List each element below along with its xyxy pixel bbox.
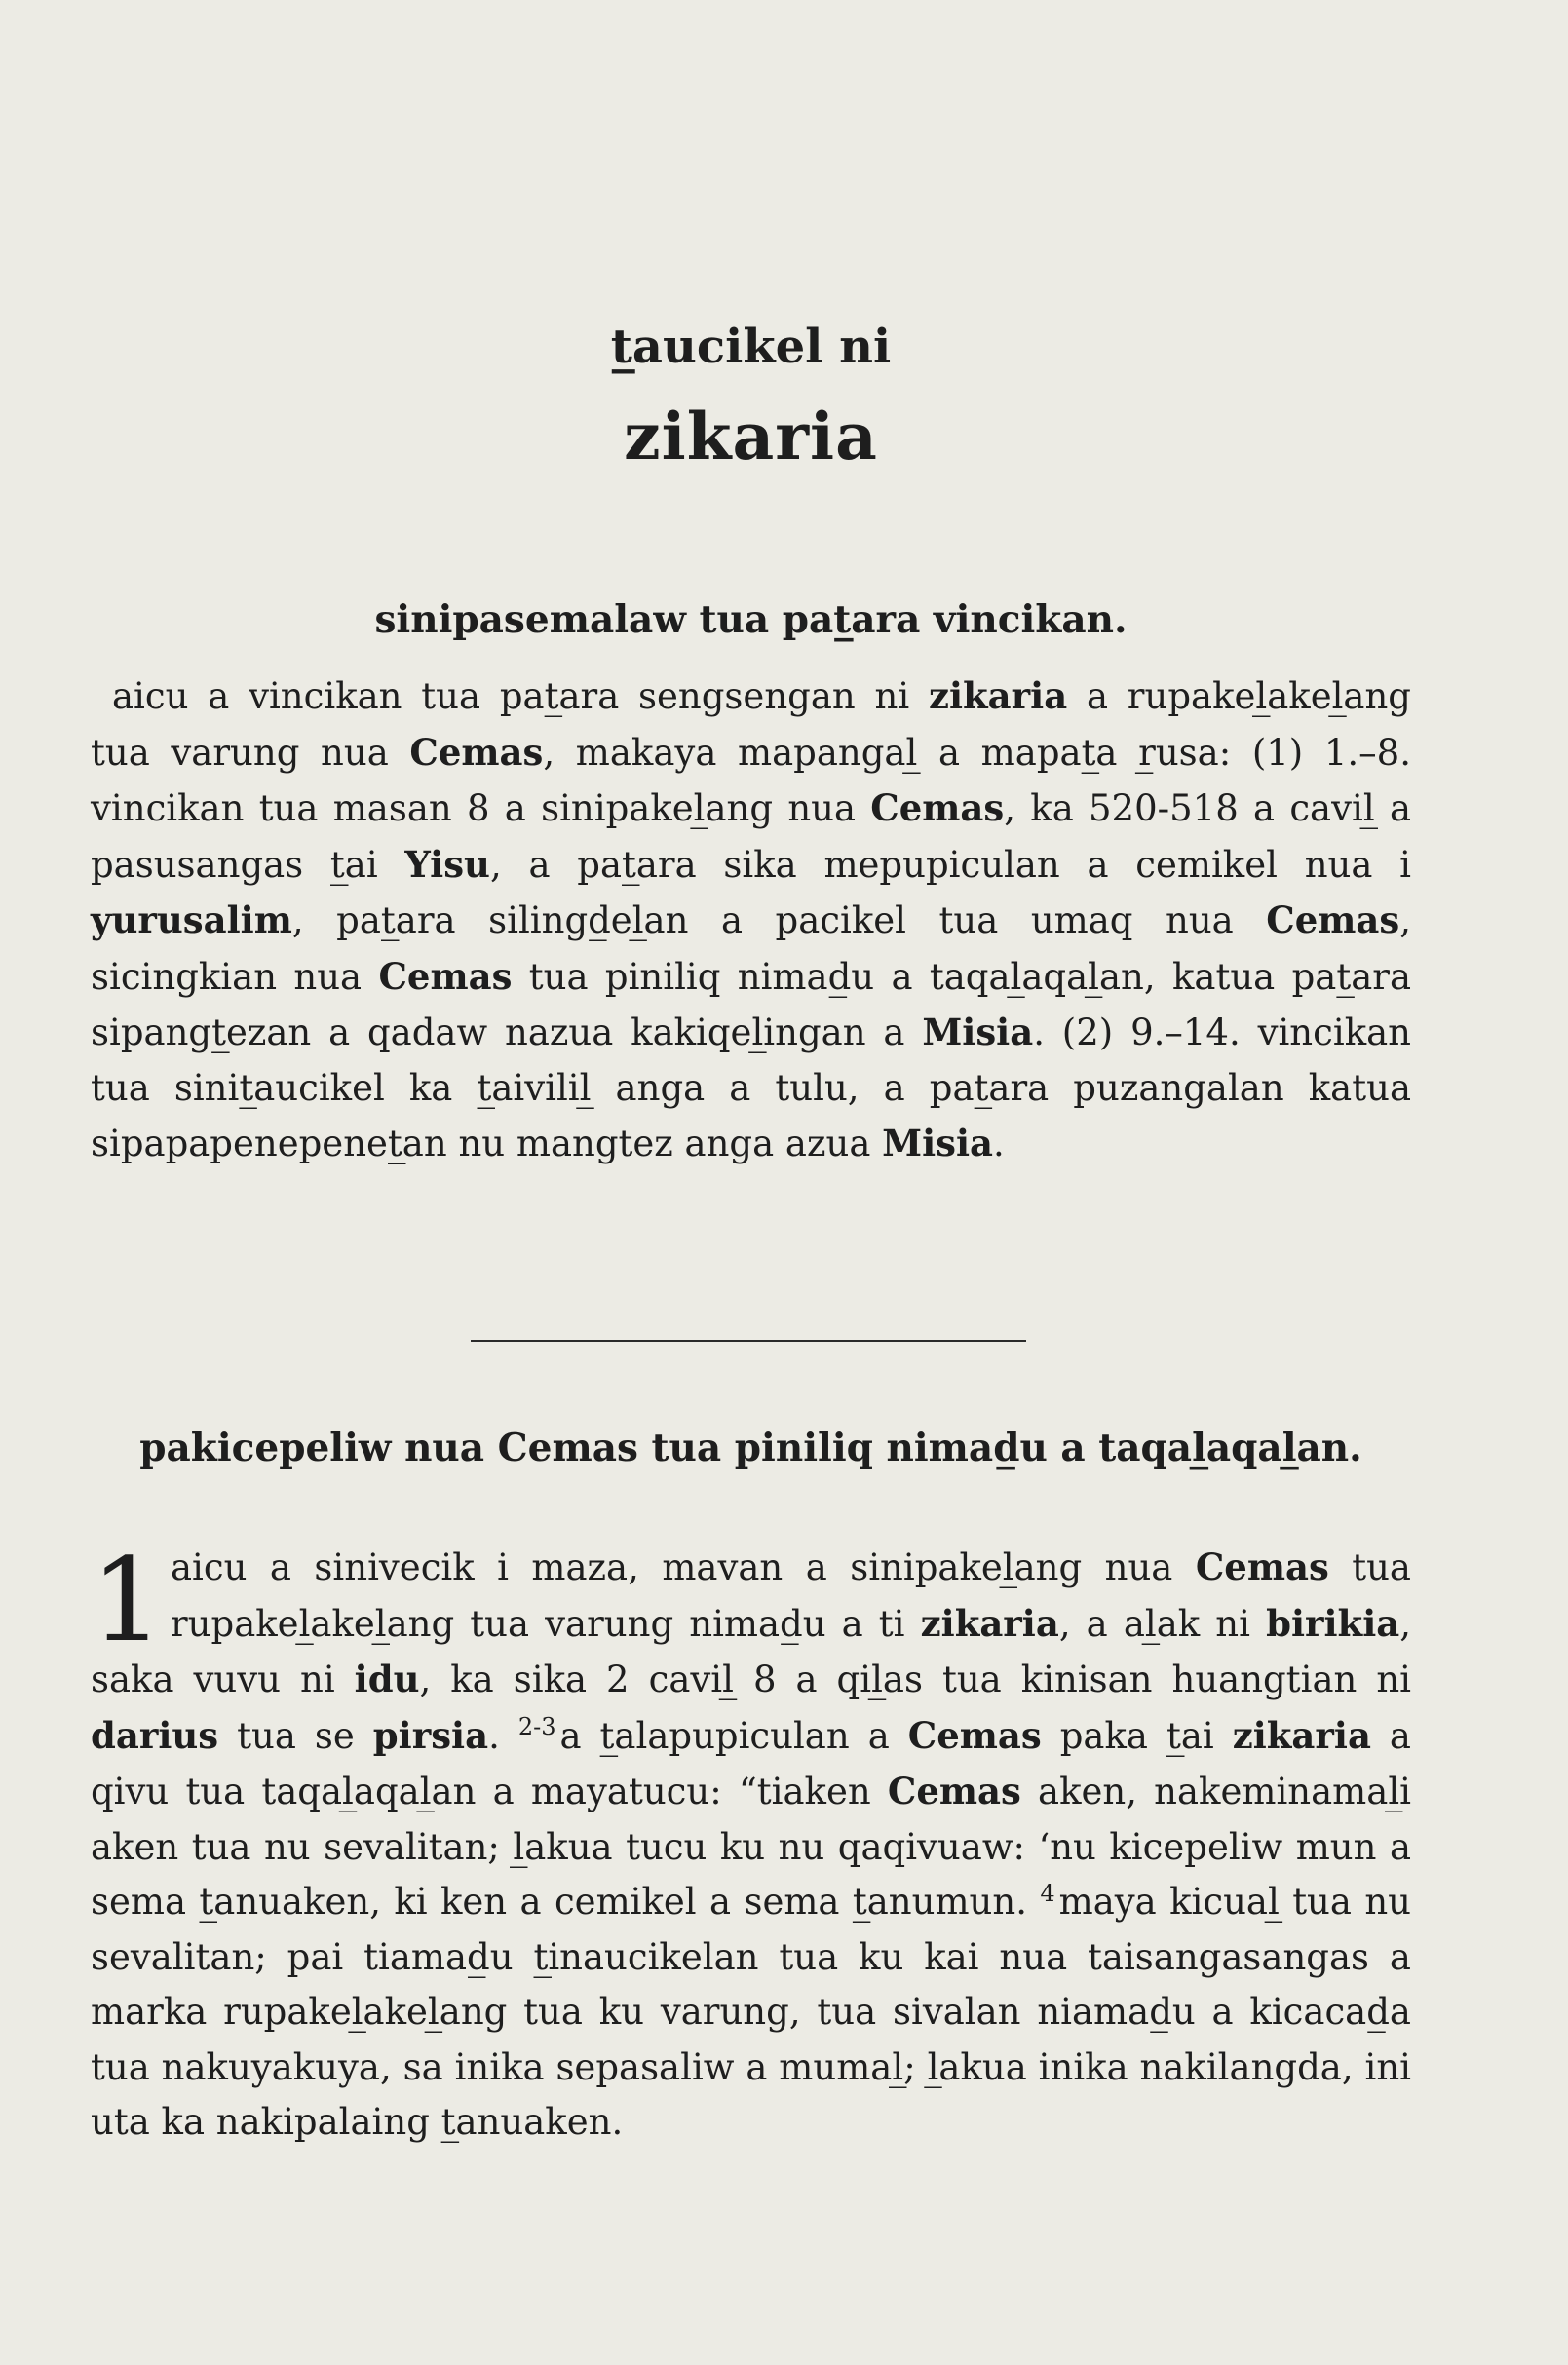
section-divider (471, 1340, 1026, 1342)
name-term: zikaria (1232, 1713, 1371, 1757)
name-term: Misia (922, 1011, 1034, 1053)
name-term: Cemas (378, 954, 513, 998)
name-term: zikaria (928, 674, 1068, 717)
chapter-paragraph (91, 1533, 1411, 2151)
chapter-number: 1 (91, 1533, 165, 1667)
section-heading: pakicepeliw nua Cemas tua piniliq nimad̲u a taqal̲aqal̲an. (139, 1426, 1362, 1470)
name-term: Cemas (870, 786, 1005, 829)
text-run: a qivu tua taqal̲aqal̲an a mayatucu: “tiaken (91, 1714, 1411, 1812)
text-run: tua piniliq nimad̲u a taqal̲aqal̲an, katua pat̲ara sipangt̲ezan a qadaw nazua kakiqel̲ingan a (91, 955, 1412, 1053)
name-term: Misia (882, 1122, 994, 1164)
book-title-line-1: t̲aucikel ni (610, 320, 892, 374)
text-run: aken, nakeminamal̲i aken tua nu sevalitan; l̲akua tucu ku nu qaqivuaw: ‘nu kicepeliw mun a sema t̲anuaken, ki ken a cemikel a sema t̲anumun. (91, 1771, 1411, 1923)
book-title-line-2: zikaria (624, 399, 878, 475)
verse-number: 4 (1040, 1879, 1055, 1907)
text-run: , ka 520-518 a cavil̲ a pasusangas t̲ai (91, 787, 1411, 886)
verse-number: 2-3 (517, 1713, 556, 1741)
text-run: , a al̲ak ni (1058, 1602, 1267, 1645)
name-term: zikaria (920, 1601, 1059, 1645)
text-run: a rupakel̲akel̲ang tua varung nua (91, 675, 1411, 774)
name-term: Cemas (887, 1770, 1021, 1812)
introduction-heading: sinipasemalaw tua pat̲ara vincikan. (374, 597, 1128, 642)
text-run: , ka sika 2 cavil̲ 8 a qil̲as tua kinisan huangtian ni (419, 1659, 1411, 1700)
text-run: , saka vuvu ni (91, 1602, 1411, 1700)
text-run: tua rupakel̲akel̲ang tua varung nimad̲u a ti (171, 1546, 1411, 1645)
text-run: maya kicual̲ tua nu sevalitan; pai tiamad̲u t̲inaucikelan tua ku kai nua taisangasangas a marka rupakel̲akel̲ang tua ku varung, tua sivalan niamad̲u a kicacad̲a tua nakuyakuya, sa inika sepasaliw a mumal̲; l̲akua inika nakilangda, ini uta ka nakipalaing t̲anuaken. (91, 1881, 1411, 2143)
text-run: . (2) 9.–14. vincikan tua sinit̲aucikel ka t̲aivilil̲ anga a tulu, a pat̲ara puzangalan katua sipapapenepenet̲an nu mangtez anga azua (91, 1011, 1412, 1164)
name-term: Cemas (409, 730, 544, 774)
text-run: , sicingkian nua (91, 899, 1411, 998)
name-term: pirsia (372, 1713, 489, 1757)
name-term: Cemas (907, 1713, 1042, 1757)
text-run: , pat̲ara silingd̲el̲an a pacikel tua umaq nua (291, 899, 1267, 941)
text-run: , a pat̲ara sika mepupiculan a cemikel nua i (489, 843, 1411, 886)
name-term: Yisu (404, 842, 490, 886)
text-run: tua se (218, 1714, 373, 1757)
text-run: . (993, 1123, 1005, 1164)
text-run: aicu a vincikan tua pat̲ara sengsengan ni (112, 675, 929, 717)
introduction-paragraph (91, 668, 1411, 1172)
name-term: Cemas (1195, 1545, 1329, 1588)
bleed-through-text (93, 102, 1476, 260)
text-run: . (488, 1714, 518, 1757)
text-run: aicu a sinivecik i maza, mavan a sinipakel̲ang nua (171, 1546, 1196, 1588)
text-run: a t̲alapupiculan a (559, 1714, 908, 1757)
text-run: paka t̲ai (1041, 1714, 1233, 1757)
text-run: , makaya mapangal̲ a mapat̲a r̲usa: (1) 1.–8. vincikan tua masan 8 a sinipakel̲ang nua (91, 731, 1411, 829)
name-term: Cemas (1266, 898, 1400, 941)
name-term: idu (354, 1658, 420, 1700)
name-term: yurusalim (91, 898, 292, 941)
name-term: darius (91, 1713, 219, 1757)
name-term: birikia (1266, 1601, 1400, 1645)
